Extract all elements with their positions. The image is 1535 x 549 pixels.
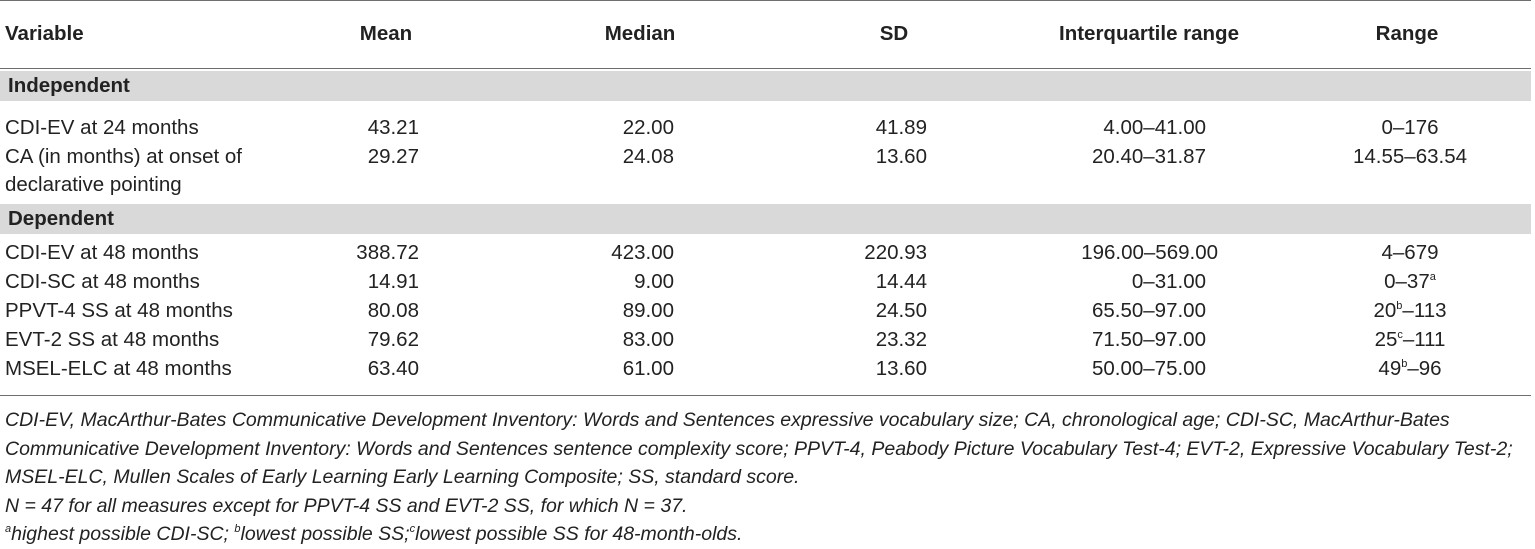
row-sd: 13.60: [875, 145, 927, 168]
row-sd: 41.89: [875, 116, 927, 139]
row-sd: 24.50: [875, 299, 927, 322]
row-iqr: 65.50–97.00: [1091, 299, 1206, 322]
table-bottom-rule: [0, 395, 1531, 396]
range-end: –113: [1402, 299, 1447, 322]
footnote-marker: c: [409, 523, 416, 535]
row-median: 89.00: [622, 299, 674, 322]
row-median: 24.08: [622, 145, 674, 168]
table-notes: [5, 406, 1525, 549]
row-iqr: 50.00–75.00: [1091, 357, 1206, 380]
range-start: 25: [1374, 328, 1398, 351]
abbreviations-note-line: CDI-EV, MacArthur-Bates Communicative Development Inventory: Words and Sentences expressive vocabulary size; CA, chronological age; CDI-SC, MacArthur-Bates: [5, 409, 1450, 431]
header-variable: Variable: [5, 22, 84, 45]
row-range: 4–679: [1381, 241, 1439, 264]
row-iqr: 0–31.00: [1131, 270, 1206, 293]
group-label-dependent: Dependent: [8, 207, 114, 230]
row-range: [1378, 357, 1441, 381]
footnote-marker: c: [1397, 329, 1403, 341]
range-end: –96: [1407, 357, 1442, 380]
row-mean: 14.91: [367, 270, 419, 293]
footnote-marker: a: [5, 523, 12, 535]
row-range: 0–176: [1381, 116, 1439, 139]
header-median: Median: [604, 22, 676, 45]
row-median: 423.00: [611, 241, 674, 264]
footnote-marker: b: [234, 523, 241, 535]
sample-size-note: N = 47 for all measures except for PPVT-4 SS and EVT-2 SS, for which N = 37.: [5, 494, 688, 517]
row-mean: 63.40: [367, 357, 419, 380]
row-mean: 43.21: [367, 116, 419, 139]
row-variable: CA (in months) at onset of: [5, 145, 243, 168]
row-median: 22.00: [622, 116, 674, 139]
row-variable: CDI-SC at 48 months: [5, 270, 200, 293]
footnote-b: lowest possible SS;: [240, 523, 410, 545]
row-median: 9.00: [634, 270, 674, 293]
row-variable-continued: declarative pointing: [5, 173, 182, 196]
row-mean: 29.27: [367, 145, 419, 168]
abbreviations-note-line: MSEL-ELC, Mullen Scales of Early Learning Early Learning Composite; SS, standard score.: [5, 466, 800, 488]
row-variable: PPVT-4 SS at 48 months: [5, 299, 233, 322]
row-iqr: 71.50–97.00: [1091, 328, 1206, 351]
footnote-c: lowest possible SS for 48-month-olds.: [415, 523, 743, 545]
row-iqr: 20.40–31.87: [1091, 145, 1206, 168]
footnotes-line: [5, 520, 1525, 549]
header-rule: [0, 68, 1531, 69]
footnote-marker: a: [1429, 271, 1436, 283]
row-mean: 388.72: [356, 241, 419, 264]
header-sd: SD: [879, 22, 909, 45]
row-variable: EVT-2 SS at 48 months: [5, 328, 220, 351]
row-range: [1384, 270, 1436, 294]
row-iqr: 196.00–569.00: [1081, 241, 1218, 264]
row-sd: 14.44: [875, 270, 927, 293]
row-sd: 220.93: [864, 241, 927, 264]
header-interquartile-range: Interquartile range: [1059, 22, 1239, 45]
footnote-a: highest possible CDI-SC;: [11, 523, 235, 545]
abbreviations-note-line: Communicative Development Inventory: Words and Sentences sentence complexity score; PPVT-4, Peabody Picture Vocabulary Test-4; EVT-2, Expressive Vocabulary Test-2;: [5, 437, 1513, 460]
row-sd: 23.32: [875, 328, 927, 351]
row-iqr: 4.00–41.00: [1103, 116, 1206, 139]
row-sd: 13.60: [875, 357, 927, 380]
row-median: 83.00: [622, 328, 674, 351]
row-mean: 80.08: [367, 299, 419, 322]
footnote-marker: b: [1396, 300, 1403, 312]
row-range: [1373, 299, 1446, 323]
row-mean: 79.62: [367, 328, 419, 351]
row-variable: MSEL-ELC at 48 months: [5, 357, 232, 380]
footnote-marker: b: [1401, 358, 1408, 370]
table-top-rule: [0, 0, 1531, 1]
row-variable: CDI-EV at 48 months: [5, 241, 199, 264]
group-label-independent: Independent: [8, 74, 130, 97]
row-median: 61.00: [622, 357, 674, 380]
row-range: [1375, 328, 1446, 352]
range-end: –111: [1402, 328, 1446, 351]
row-variable: CDI-EV at 24 months: [5, 116, 199, 139]
range-start: 49: [1378, 357, 1402, 380]
group-band-dependent: [0, 204, 1531, 234]
row-range: 14.55–63.54: [1352, 145, 1468, 168]
header-mean: Mean: [359, 22, 413, 45]
range-start: 0–37: [1384, 270, 1430, 293]
header-range: Range: [1375, 22, 1439, 45]
range-start: 20: [1373, 299, 1397, 322]
group-band-independent: [0, 71, 1531, 101]
